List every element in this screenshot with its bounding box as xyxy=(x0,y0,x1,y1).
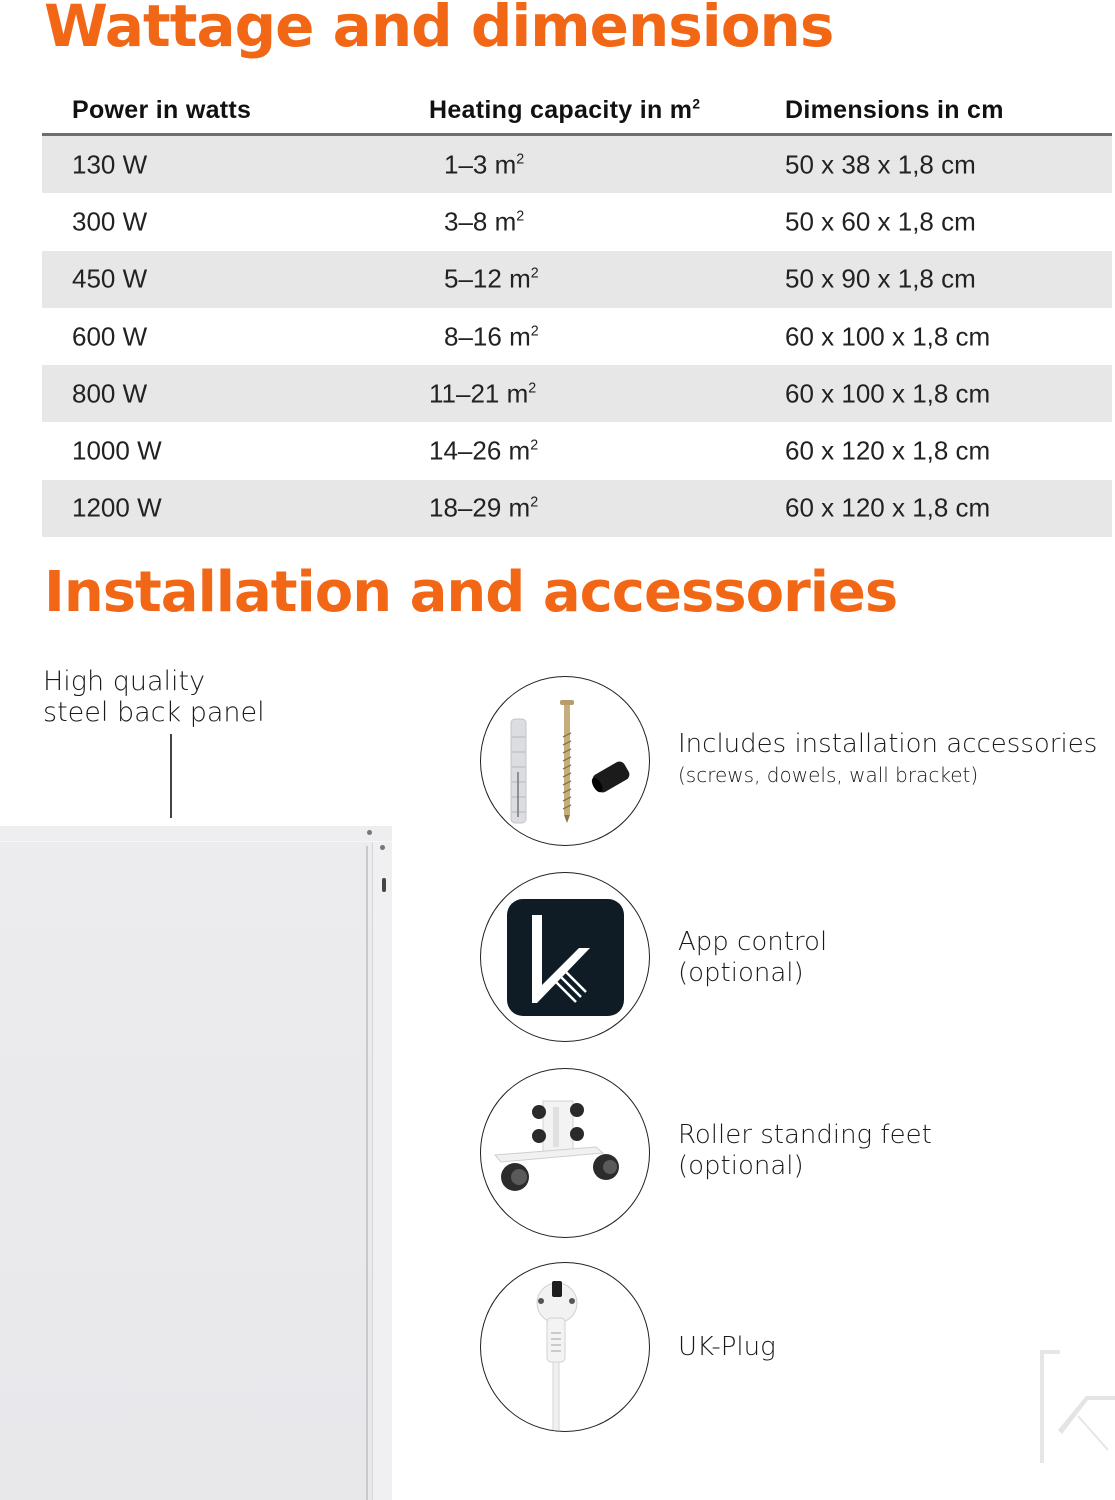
cell-capacity-text: 3–8 m xyxy=(444,206,517,237)
steel-back-panel-image xyxy=(0,826,392,1500)
panel-top-edge xyxy=(0,826,392,842)
cell-dimensions: 50 x 60 x 1,8 cm xyxy=(785,206,976,237)
panel-side-edge xyxy=(372,842,392,1500)
cell-capacity-text: 14–26 m xyxy=(429,435,531,466)
table-row xyxy=(42,308,1112,365)
cell-capacity-text: 5–12 m xyxy=(444,263,531,294)
superscript: 2 xyxy=(516,151,525,168)
cell-capacity xyxy=(429,493,538,524)
cell-dimensions: 60 x 100 x 1,8 cm xyxy=(785,378,991,409)
superscript: 2 xyxy=(530,323,539,340)
cell-power: 1000 W xyxy=(72,435,162,466)
table-row xyxy=(42,136,1112,193)
leader-line xyxy=(170,734,172,818)
superscript: 2 xyxy=(692,96,701,112)
column-header-power: Power in watts xyxy=(72,96,252,124)
accessory-title: Includes installation accessories xyxy=(678,729,1098,759)
screw-icon xyxy=(380,845,385,850)
table-header xyxy=(42,88,1112,136)
app-logo-icon xyxy=(480,872,650,1042)
panel-side-groove xyxy=(366,846,368,1500)
cell-dimensions: 60 x 100 x 1,8 cm xyxy=(785,321,991,352)
table-row xyxy=(42,251,1112,308)
table-row xyxy=(42,422,1112,479)
cell-power: 300 W xyxy=(72,206,148,237)
superscript: 2 xyxy=(528,380,537,397)
accessory-title: UK-Plug xyxy=(678,1332,776,1362)
accessory-item-app xyxy=(480,872,1115,1044)
panel-label xyxy=(43,666,265,728)
cell-capacity xyxy=(444,264,539,295)
accessory-item-plug xyxy=(480,1262,1115,1434)
section-title-wattage: Wattage and dimensions xyxy=(44,0,834,60)
accessory-item-installation xyxy=(480,676,1115,848)
cell-power: 1200 W xyxy=(72,492,162,523)
cell-capacity xyxy=(444,321,539,352)
brand-watermark-icon xyxy=(1038,1350,1115,1465)
superscript: 2 xyxy=(530,494,539,511)
accessory-title: App control xyxy=(678,927,828,957)
cell-power: 450 W xyxy=(72,263,148,294)
cell-capacity xyxy=(444,206,524,237)
accessory-subtitle: (optional) xyxy=(678,958,804,988)
cell-power: 800 W xyxy=(72,378,148,409)
cell-power: 600 W xyxy=(72,321,148,352)
accessory-item-roller-feet xyxy=(480,1068,1115,1240)
panel-label-line-1: High quality xyxy=(43,666,206,697)
screws-dowel-icon xyxy=(480,676,650,846)
cell-power: 130 W xyxy=(72,149,148,180)
cell-capacity-text: 18–29 m xyxy=(429,492,531,523)
panel-label-line-2: steel back panel xyxy=(43,697,265,728)
accessory-subtitle: (optional) xyxy=(678,1151,804,1181)
cell-dimensions: 50 x 38 x 1,8 cm xyxy=(785,149,976,180)
superscript: 2 xyxy=(516,208,525,225)
superscript: 2 xyxy=(530,437,539,454)
plug-icon xyxy=(480,1262,650,1432)
cell-capacity xyxy=(429,378,536,409)
accessory-subtitle: (screws, dowels, wall bracket) xyxy=(678,763,979,787)
hanging-hook-icon xyxy=(382,878,386,892)
cell-dimensions: 60 x 120 x 1,8 cm xyxy=(785,435,991,466)
cell-capacity xyxy=(429,436,538,467)
spec-table xyxy=(42,88,1112,537)
screw-icon xyxy=(367,830,372,835)
cell-capacity-text: 1–3 m xyxy=(444,149,517,180)
table-row xyxy=(42,480,1112,537)
column-header-dimensions: Dimensions in cm xyxy=(785,96,1004,124)
cell-dimensions: 60 x 120 x 1,8 cm xyxy=(785,492,991,523)
roller-feet-icon xyxy=(480,1068,650,1238)
column-header-capacity xyxy=(429,96,700,125)
column-header-capacity-text: Heating capacity in m xyxy=(429,96,693,124)
superscript: 2 xyxy=(530,265,539,282)
table-row xyxy=(42,365,1112,422)
cell-dimensions: 50 x 90 x 1,8 cm xyxy=(785,263,976,294)
cell-capacity-text: 11–21 m xyxy=(429,378,529,409)
cell-capacity xyxy=(444,149,524,180)
cell-capacity-text: 8–16 m xyxy=(444,321,531,352)
accessory-title: Roller standing feet xyxy=(678,1120,932,1150)
section-title-installation: Installation and accessories xyxy=(44,560,898,625)
table-row xyxy=(42,193,1112,250)
